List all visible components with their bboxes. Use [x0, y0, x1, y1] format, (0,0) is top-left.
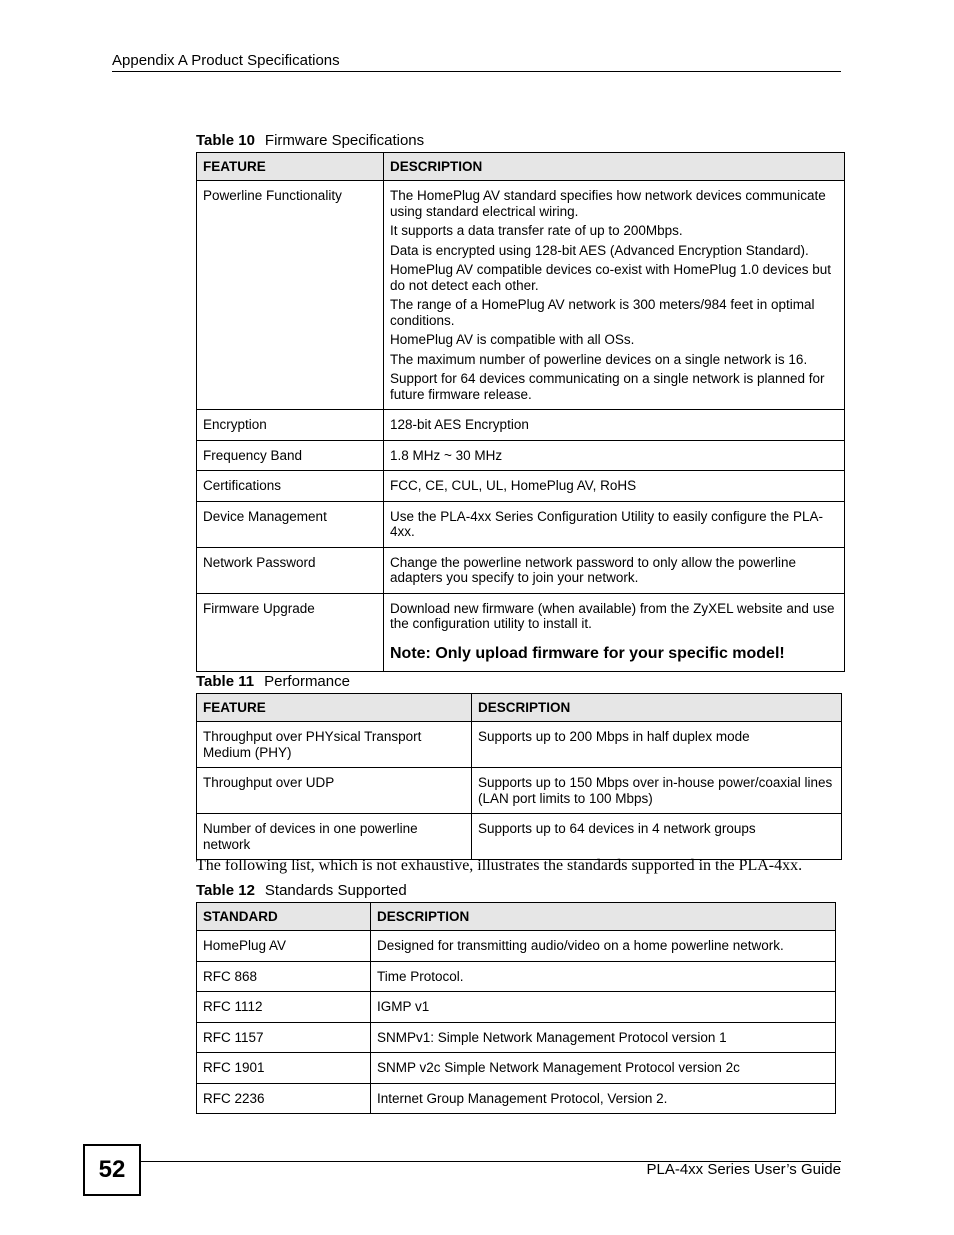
table-row	[197, 992, 836, 1023]
description-cell: SNMP v2c Simple Network Management Protocol version 2c	[371, 1053, 836, 1084]
column-header: STANDARD	[197, 903, 371, 931]
description-cell: SNMPv1: Simple Network Management Protocol version 1	[371, 1022, 836, 1053]
description-cell: FCC, CE, CUL, UL, HomePlug AV, RoHS	[384, 471, 845, 502]
feature-cell: Throughput over PHYsical Transport Medium (PHY)	[197, 722, 472, 768]
feature-cell: Device Management	[197, 501, 384, 547]
description-line: Support for 64 devices communicating on a single network is planned for future firmware release.	[390, 371, 825, 402]
table12-title: Standards Supported	[264, 882, 407, 899]
table-header-row	[197, 153, 845, 181]
table-row	[197, 961, 836, 992]
table-row	[197, 931, 836, 962]
description-cell: Change the powerline network password to only allow the powerline adapters you specify to join your network.	[384, 547, 845, 593]
standard-cell: RFC 1157	[197, 1022, 371, 1053]
table-row	[197, 501, 845, 547]
description-line: The HomePlug AV standard specifies how network devices communicate using standard electrical wiring.	[390, 188, 826, 219]
standard-cell: RFC 1112	[197, 992, 371, 1023]
description-cell: IGMP v1	[371, 992, 836, 1023]
table-row	[197, 471, 845, 502]
description-line: The range of a HomePlug AV network is 300 meters/984 feet in optimal conditions.	[390, 297, 815, 328]
table10-caption	[196, 132, 424, 149]
table-row	[197, 722, 842, 768]
table12-label: Table 12	[196, 882, 255, 899]
description-cell: Supports up to 150 Mbps over in-house power/coaxial lines (LAN port limits to 100 Mbps)	[472, 768, 842, 814]
column-header: FEATURE	[197, 153, 384, 181]
guide-title: PLA-4xx Series User’s Guide	[646, 1161, 841, 1178]
table11-caption	[196, 673, 350, 690]
table-header-row	[197, 903, 836, 931]
intro-paragraph: The following list, which is not exhaustive, illustrates the standards supported in the PLA-4xx.	[196, 857, 803, 874]
column-header: FEATURE	[197, 694, 472, 722]
description-cell	[384, 181, 845, 410]
description-cell: Supports up to 64 devices in 4 network groups	[472, 814, 842, 860]
description-line: HomePlug AV is compatible with all OSs.	[390, 332, 635, 347]
standard-cell: RFC 868	[197, 961, 371, 992]
feature-cell: Number of devices in one powerline network	[197, 814, 472, 860]
standard-cell: HomePlug AV	[197, 931, 371, 962]
description-line: It supports a data transfer rate of up to 200Mbps.	[390, 223, 683, 238]
description-cell	[384, 593, 845, 671]
table-row	[197, 1022, 836, 1053]
table10-title: Firmware Specifications	[264, 132, 425, 149]
description-line: Download new firmware (when available) from the ZyXEL website and use the configuration utility to install it.	[390, 600, 835, 631]
feature-cell: Frequency Band	[197, 440, 384, 471]
table-row	[197, 814, 842, 860]
description-cell: Supports up to 200 Mbps in half duplex mode	[472, 722, 842, 768]
performance-table	[196, 693, 842, 860]
running-header: Appendix A Product Specifications	[112, 52, 340, 69]
table-row	[197, 547, 845, 593]
standards-table	[196, 902, 836, 1114]
description-cell: Use the PLA-4xx Series Configuration Utility to easily configure the PLA-4xx.	[384, 501, 845, 547]
feature-cell: Certifications	[197, 471, 384, 502]
description-cell: 1.8 MHz ~ 30 MHz	[384, 440, 845, 471]
table10-label: Table 10	[196, 132, 255, 149]
description-cell: 128-bit AES Encryption	[384, 410, 845, 441]
description-line: HomePlug AV compatible devices co-exist with HomePlug 1.0 devices but do not detect each other.	[390, 262, 831, 293]
table-row	[197, 593, 845, 671]
firmware-note: Note: Only upload firmware for your specific model!	[390, 644, 785, 662]
feature-cell: Encryption	[197, 410, 384, 441]
standard-cell: RFC 1901	[197, 1053, 371, 1084]
table-row	[197, 440, 845, 471]
standard-cell: RFC 2236	[197, 1083, 371, 1114]
table-row	[197, 1053, 836, 1084]
header-rule	[112, 71, 841, 72]
table-header-row	[197, 694, 842, 722]
page-number: 52	[83, 1144, 141, 1196]
table-row	[197, 1083, 836, 1114]
column-header: DESCRIPTION	[472, 694, 842, 722]
feature-cell: Network Password	[197, 547, 384, 593]
table-row	[197, 410, 845, 441]
feature-cell: Throughput over UDP	[197, 768, 472, 814]
description-cell: Time Protocol.	[371, 961, 836, 992]
table-row	[197, 181, 845, 410]
description-cell: Internet Group Management Protocol, Version 2.	[371, 1083, 836, 1114]
table11-title: Performance	[264, 673, 350, 690]
firmware-spec-table	[196, 152, 845, 672]
column-header: DESCRIPTION	[384, 153, 845, 181]
table11-label: Table 11	[196, 673, 255, 690]
description-line: Data is encrypted using 128-bit AES (Advanced Encryption Standard).	[390, 242, 809, 258]
table-row	[197, 768, 842, 814]
description-line: The maximum number of powerline devices on a single network is 16.	[390, 351, 808, 367]
table12-caption	[196, 882, 407, 899]
feature-cell: Powerline Functionality	[197, 181, 384, 410]
feature-cell: Firmware Upgrade	[197, 593, 384, 671]
description-cell: Designed for transmitting audio/video on a home powerline network.	[371, 931, 836, 962]
column-header: DESCRIPTION	[371, 903, 836, 931]
